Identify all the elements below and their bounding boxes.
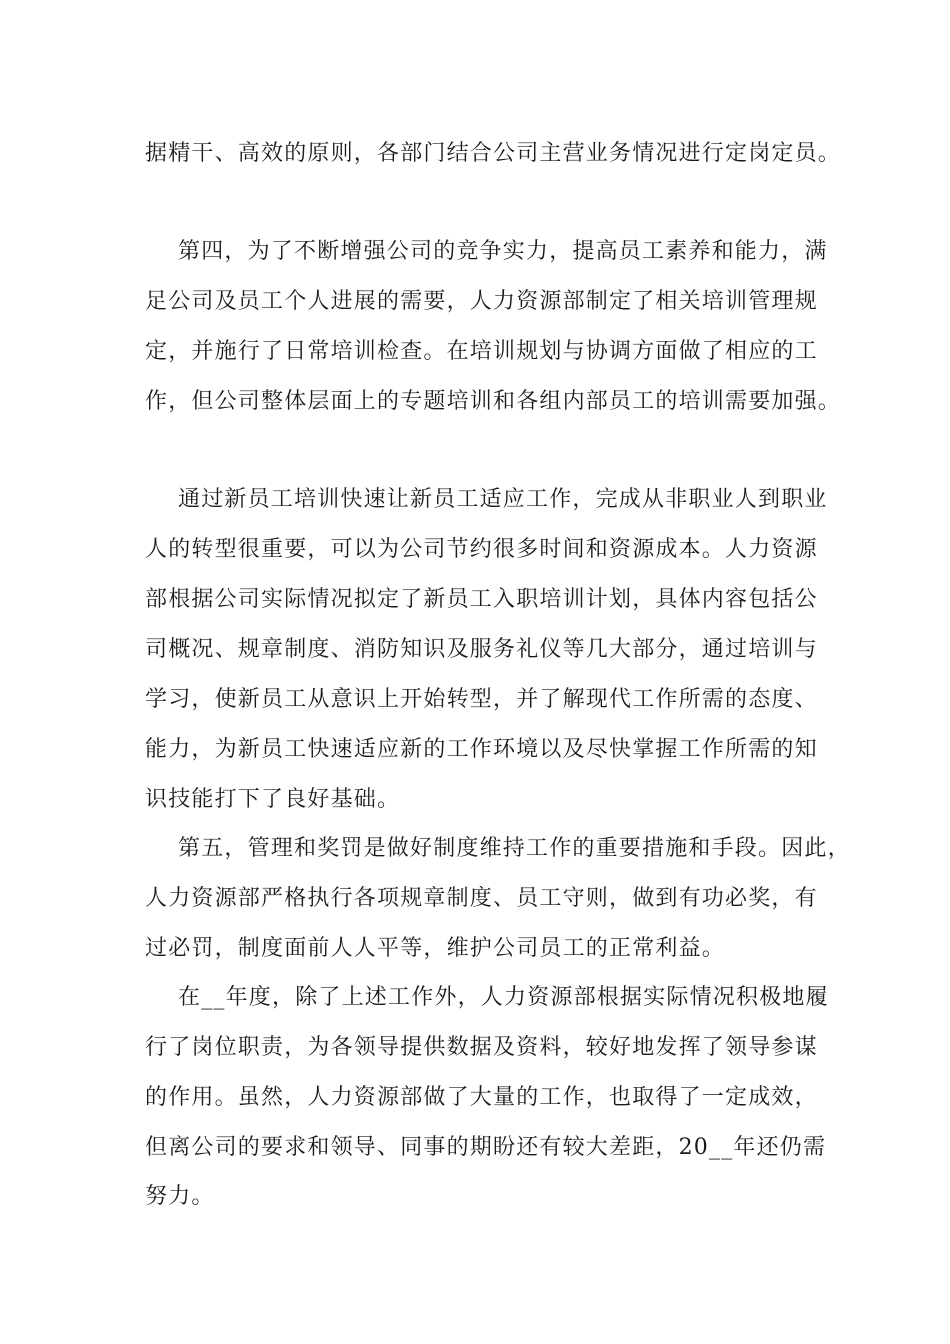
text-line: 第四，为了不断增强公司的竞争实力，提高员工素养和能力，满 bbox=[178, 239, 828, 264]
text-line: 定，并施行了日常培训检查。在培训规划与协调方面做了相应的工 bbox=[145, 339, 818, 364]
text-line: 第五，管理和奖罚是做好制度维持工作的重要措施和手段。因此， bbox=[178, 836, 851, 861]
text-line: 的作用。虽然，人力资源部做了大量的工作，也取得了一定成效， bbox=[145, 1085, 818, 1110]
text-line: 据精干、高效的原则，各部门结合公司主营业务情况进行定岗定员。 bbox=[145, 141, 842, 166]
text-line: 识技能打下了良好基础。 bbox=[145, 787, 401, 812]
text-line: 人的转型很重要，可以为公司节约很多时间和资源成本。人力资源 bbox=[145, 537, 818, 562]
text-line: 司概况、规章制度、消防知识及服务礼仪等几大部分，通过培训与 bbox=[145, 637, 818, 662]
text-line: 学习，使新员工从意识上开始转型，并了解现代工作所需的态度、 bbox=[145, 687, 818, 712]
text-line: 足公司及员工个人进展的需要，人力资源部制定了相关培训管理规 bbox=[145, 289, 818, 314]
text-line: 过必罚，制度面前人人平等，维护公司员工的正常利益。 bbox=[145, 936, 726, 961]
text-line: 作，但公司整体层面上的专题培训和各组内部员工的培训需要加强。 bbox=[145, 389, 842, 414]
text-line: 努力。 bbox=[145, 1184, 215, 1209]
text-line: 但离公司的要求和领导、同事的期盼还有较大差距，20__年还仍需 bbox=[145, 1135, 827, 1160]
text-line: 部根据公司实际情况拟定了新员工入职培训计划，具体内容包括公 bbox=[145, 587, 818, 612]
text-line: 人力资源部严格执行各项规章制度、员工守则，做到有功必奖，有 bbox=[145, 886, 818, 911]
text-line: 在__年度，除了上述工作外，人力资源部根据实际情况积极地履 bbox=[178, 985, 829, 1010]
text-line: 行了岗位职责，为各领导提供数据及资料，较好地发挥了领导参谋 bbox=[145, 1035, 818, 1060]
text-line: 能力，为新员工快速适应新的工作环境以及尽快掌握工作所需的知 bbox=[145, 737, 818, 762]
text-line: 通过新员工培训快速让新员工适应工作，完成从非职业人到职业 bbox=[178, 487, 828, 512]
